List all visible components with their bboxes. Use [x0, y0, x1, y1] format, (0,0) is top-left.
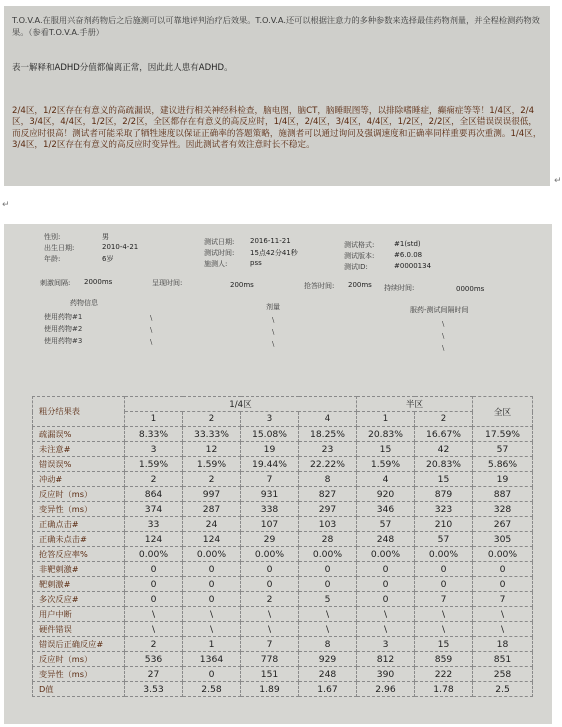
table-cell: 0 — [125, 592, 183, 607]
table-cell: 248 — [357, 532, 415, 547]
table-cell: 5 — [299, 592, 357, 607]
total-header: 全区 — [473, 397, 533, 427]
tova-description-text: T.O.V.A.在服用兴奋剂药物后之后施测可以可靠地评判治疗后效果。T.O.V.A.还可以根据注意力的多种参数来选择最佳药物剂量，并全程检测药物效果。（参看T.O.V.A.手册） — [12, 15, 540, 37]
row-label: 抢答反应率% — [33, 547, 125, 562]
drug-2-value: \ — [150, 326, 153, 334]
dose-2-value: \ — [272, 328, 275, 336]
table-cell: 1.67 — [299, 682, 357, 697]
table-cell: 338 — [241, 502, 299, 517]
table-cell: 851 — [473, 652, 533, 667]
anticip-time-value: 200ms — [348, 281, 372, 289]
sub-header: 4 — [299, 412, 357, 427]
table-cell: 929 — [299, 652, 357, 667]
table-cell: 0 — [183, 577, 241, 592]
table-row — [33, 502, 533, 517]
table-cell: 0 — [241, 577, 299, 592]
table-cell: 2 — [183, 472, 241, 487]
row-label: 靶刺激# — [33, 577, 125, 592]
table-cell: 1.59% — [357, 457, 415, 472]
table-cell: 0.00% — [241, 547, 299, 562]
test-time-value: 15点42分41秒 — [250, 249, 298, 257]
table-row — [33, 637, 533, 652]
table-cell: 0.00% — [299, 547, 357, 562]
analysis-detail-text: 2/4区，1/2区存在有意义的高疏漏误，建议进行相关神经科检查，脑电图，脑CT，脑睡眠图等，以排除嗜睡症，癫痫症等等！1/4区，2/4区，3/4区，4/4区，1/2区，2/2区，全区都存在有意义的高反应时，1/4区，2/4区，3/4区，4/4区，1/2区，2/2区，全区错误误误很低，而反应时很高！测试者可能采取了牺牲速度以保证正确率的答题策略，施测者可以通过询问及强调速度和正确率同样重要再次重测。1/4区，3/4区，1/2区存在有意义的高反应时变异性。因此测试者有效注意时长不稳定。 — [12, 106, 542, 151]
paragraph-mark: ↵ — [2, 200, 10, 210]
table-cell: 210 — [415, 517, 473, 532]
table-cell: 57 — [357, 517, 415, 532]
table-cell: 0 — [473, 562, 533, 577]
table-cell: \ — [473, 607, 533, 622]
table-cell: 7 — [241, 472, 299, 487]
table-row — [33, 682, 533, 697]
table-cell: 0 — [241, 562, 299, 577]
table-cell: \ — [125, 607, 183, 622]
dose-heading: 剂量 — [266, 303, 280, 311]
table-cell: 2.5 — [473, 682, 533, 697]
table-cell: 258 — [473, 667, 533, 682]
table-cell: 33 — [125, 517, 183, 532]
table-cell: 27 — [125, 667, 183, 682]
half-group-header: 半区 — [357, 397, 473, 412]
table-cell: 15 — [415, 472, 473, 487]
test-id-value: #0000134 — [394, 262, 432, 270]
interval-2-value: \ — [442, 332, 445, 340]
table-cell: 778 — [241, 652, 299, 667]
table-cell: \ — [241, 622, 299, 637]
hold-time-value: 0000ms — [456, 285, 485, 293]
table-row — [33, 487, 533, 502]
table-cell: 57 — [415, 532, 473, 547]
table-cell: 0.00% — [415, 547, 473, 562]
table-cell: 0 — [357, 592, 415, 607]
row-label: 错误后正确反应# — [33, 637, 125, 652]
table-cell: 827 — [299, 487, 357, 502]
table-title: 粗分结果表 — [33, 397, 125, 427]
table-cell: \ — [299, 622, 357, 637]
tester-value: pss — [250, 259, 262, 267]
row-label: 非靶刺激# — [33, 562, 125, 577]
sub-header: 1 — [357, 412, 415, 427]
table-cell: 287 — [183, 502, 241, 517]
table-cell: 151 — [241, 667, 299, 682]
table-cell: 2 — [125, 472, 183, 487]
row-label: 错误误% — [33, 457, 125, 472]
table-cell: 3 — [357, 637, 415, 652]
table-cell: 15.08% — [241, 427, 299, 442]
table-cell: 267 — [473, 517, 533, 532]
version-label: 测试版本: — [344, 252, 375, 260]
table-cell: 328 — [473, 502, 533, 517]
table-cell: 859 — [415, 652, 473, 667]
table-cell: 0.00% — [183, 547, 241, 562]
table-cell: 33.33% — [183, 427, 241, 442]
stim-interval-label: 刺激间隔: — [40, 279, 71, 287]
table-cell: 0.00% — [473, 547, 533, 562]
report-interpretation-photo — [4, 6, 550, 186]
table-row — [33, 532, 533, 547]
table-cell: 0 — [415, 577, 473, 592]
table-cell: 0.00% — [125, 547, 183, 562]
table-cell: 297 — [299, 502, 357, 517]
table-cell: 3 — [125, 442, 183, 457]
table-cell: 3.53 — [125, 682, 183, 697]
row-label: 用户中断 — [33, 607, 125, 622]
table-cell: 103 — [299, 517, 357, 532]
table-cell: 124 — [183, 532, 241, 547]
table-cell: \ — [299, 607, 357, 622]
table-cell: 124 — [125, 532, 183, 547]
dose-3-value: \ — [272, 340, 275, 348]
table-cell: 0 — [299, 577, 357, 592]
test-result-report-photo — [4, 224, 552, 724]
drug-3-value: \ — [150, 338, 153, 346]
table-cell: 1.59% — [125, 457, 183, 472]
table-row — [33, 592, 533, 607]
row-label: 反应时（ms） — [33, 652, 125, 667]
table-cell: 19.44% — [241, 457, 299, 472]
table-cell: 0 — [125, 577, 183, 592]
table-row — [33, 547, 533, 562]
row-label: 变异性（ms） — [33, 667, 125, 682]
table-cell: 887 — [473, 487, 533, 502]
dose-interval-heading: 服药-测试间隔时间 — [410, 306, 469, 314]
table-cell: 19 — [241, 442, 299, 457]
table-cell: 19 — [473, 472, 533, 487]
row-label: 变异性（ms） — [33, 502, 125, 517]
table-cell: 8.33% — [125, 427, 183, 442]
table-cell: 305 — [473, 532, 533, 547]
table-cell: 812 — [357, 652, 415, 667]
age-value: 6岁 — [102, 255, 114, 263]
table-cell: 2.96 — [357, 682, 415, 697]
table-cell: 1.89 — [241, 682, 299, 697]
table-cell: 23 — [299, 442, 357, 457]
row-label: 疏漏误% — [33, 427, 125, 442]
hold-time-label: 持续时间: — [384, 284, 415, 292]
table-cell: 4 — [357, 472, 415, 487]
table-cell: 8 — [299, 637, 357, 652]
gender-label: 性别: — [44, 233, 61, 241]
adhd-conclusion-text: 表一解释和ADHD分值都偏离正常，因此此人患有ADHD。 — [12, 63, 233, 73]
row-label: 多次反应# — [33, 592, 125, 607]
table-cell: 1.78 — [415, 682, 473, 697]
table-cell: 2 — [241, 592, 299, 607]
table-cell: 107 — [241, 517, 299, 532]
table-cell: \ — [473, 622, 533, 637]
table-cell: 536 — [125, 652, 183, 667]
table-row — [33, 622, 533, 637]
table-cell: \ — [357, 622, 415, 637]
table-cell: \ — [183, 622, 241, 637]
table-cell: 323 — [415, 502, 473, 517]
test-time-label: 测试时间: — [204, 249, 235, 257]
table-cell: 374 — [125, 502, 183, 517]
format-value: #1(std) — [394, 240, 421, 248]
test-date-value: 2016-11-21 — [250, 237, 291, 245]
drug-info-heading: 药物信息 — [70, 299, 98, 307]
table-row — [33, 577, 533, 592]
table-cell: 18.25% — [299, 427, 357, 442]
table-cell: 29 — [241, 532, 299, 547]
sub-header: 3 — [241, 412, 299, 427]
table-cell: 222 — [415, 667, 473, 682]
show-time-label: 呈现时间: — [152, 279, 183, 287]
table-cell: 1364 — [183, 652, 241, 667]
table-cell: 0 — [125, 562, 183, 577]
sub-header: 1 — [125, 412, 183, 427]
sub-header: 2 — [415, 412, 473, 427]
sub-header: 2 — [183, 412, 241, 427]
drug-1-label: 使用药物#1 — [44, 313, 83, 321]
table-cell: 28 — [299, 532, 357, 547]
table-cell: 5.86% — [473, 457, 533, 472]
table-cell: 0 — [183, 667, 241, 682]
table-cell: 0 — [473, 577, 533, 592]
table-cell: 22.22% — [299, 457, 357, 472]
table-row — [33, 652, 533, 667]
table-row — [33, 427, 533, 442]
version-value: #6.0.08 — [394, 251, 423, 259]
table-cell: \ — [125, 622, 183, 637]
table-cell: 997 — [183, 487, 241, 502]
table-cell: 0 — [357, 577, 415, 592]
dob-label: 出生日期: — [44, 244, 75, 252]
table-cell: 7 — [241, 637, 299, 652]
table-cell: 879 — [415, 487, 473, 502]
interval-3-value: \ — [442, 344, 445, 352]
table-cell: 0 — [299, 562, 357, 577]
table-cell: 17.59% — [473, 427, 533, 442]
table-row — [33, 562, 533, 577]
table-header-row — [33, 397, 533, 412]
quarter-group-header: 1/4区 — [125, 397, 357, 412]
table-row — [33, 442, 533, 457]
show-time-value: 200ms — [230, 281, 254, 289]
table-row — [33, 667, 533, 682]
table-cell: 57 — [473, 442, 533, 457]
table-cell: \ — [357, 607, 415, 622]
table-cell: 12 — [183, 442, 241, 457]
drug-2-label: 使用药物#2 — [44, 325, 83, 333]
table-cell: 24 — [183, 517, 241, 532]
anticip-time-label: 抢答时间: — [304, 282, 335, 290]
row-label: 正确点击# — [33, 517, 125, 532]
stim-interval-value: 2000ms — [84, 278, 113, 286]
table-cell: 2 — [125, 637, 183, 652]
age-label: 年龄: — [44, 255, 61, 263]
table-cell: 15 — [415, 637, 473, 652]
drug-3-label: 使用药物#3 — [44, 337, 83, 345]
table-cell: 864 — [125, 487, 183, 502]
table-cell: 7 — [415, 592, 473, 607]
table-row — [33, 472, 533, 487]
paragraph-mark: ↵ — [554, 176, 562, 186]
format-label: 测试格式: — [344, 241, 375, 249]
row-label: D值 — [33, 682, 125, 697]
table-cell: \ — [415, 607, 473, 622]
drug-1-value: \ — [150, 314, 153, 322]
row-label: 未注意# — [33, 442, 125, 457]
dose-1-value: \ — [272, 316, 275, 324]
table-cell: 0.00% — [357, 547, 415, 562]
table-cell: \ — [183, 607, 241, 622]
table-cell: 390 — [357, 667, 415, 682]
table-row — [33, 517, 533, 532]
table-cell: 2.58 — [183, 682, 241, 697]
row-label: 反应时（ms） — [33, 487, 125, 502]
row-label: 正确未点击# — [33, 532, 125, 547]
table-cell: 16.67% — [415, 427, 473, 442]
gender-value: 男 — [102, 233, 109, 241]
interval-1-value: \ — [442, 320, 445, 328]
table-cell: 42 — [415, 442, 473, 457]
table-cell: \ — [415, 622, 473, 637]
table-cell: 1.59% — [183, 457, 241, 472]
test-date-label: 测试日期: — [204, 238, 235, 246]
table-cell: \ — [241, 607, 299, 622]
table-cell: 931 — [241, 487, 299, 502]
raw-score-table — [32, 396, 533, 697]
table-cell: 0 — [357, 562, 415, 577]
dob-value: 2010-4-21 — [102, 243, 139, 251]
row-label: 硬件错误 — [33, 622, 125, 637]
table-cell: 20.83% — [415, 457, 473, 472]
table-cell: 15 — [357, 442, 415, 457]
table-row — [33, 457, 533, 472]
table-cell: 346 — [357, 502, 415, 517]
tester-label: 施测人: — [204, 260, 228, 268]
test-id-label: 测试ID: — [344, 263, 368, 271]
table-cell: 20.83% — [357, 427, 415, 442]
table-cell: 0 — [183, 592, 241, 607]
table-row — [33, 607, 533, 622]
table-cell: 0 — [415, 562, 473, 577]
table-cell: 248 — [299, 667, 357, 682]
table-cell: 8 — [299, 472, 357, 487]
table-cell: 920 — [357, 487, 415, 502]
table-cell: 18 — [473, 637, 533, 652]
table-cell: 0 — [183, 562, 241, 577]
row-label: 冲动# — [33, 472, 125, 487]
table-cell: 7 — [473, 592, 533, 607]
table-cell: 1 — [183, 637, 241, 652]
